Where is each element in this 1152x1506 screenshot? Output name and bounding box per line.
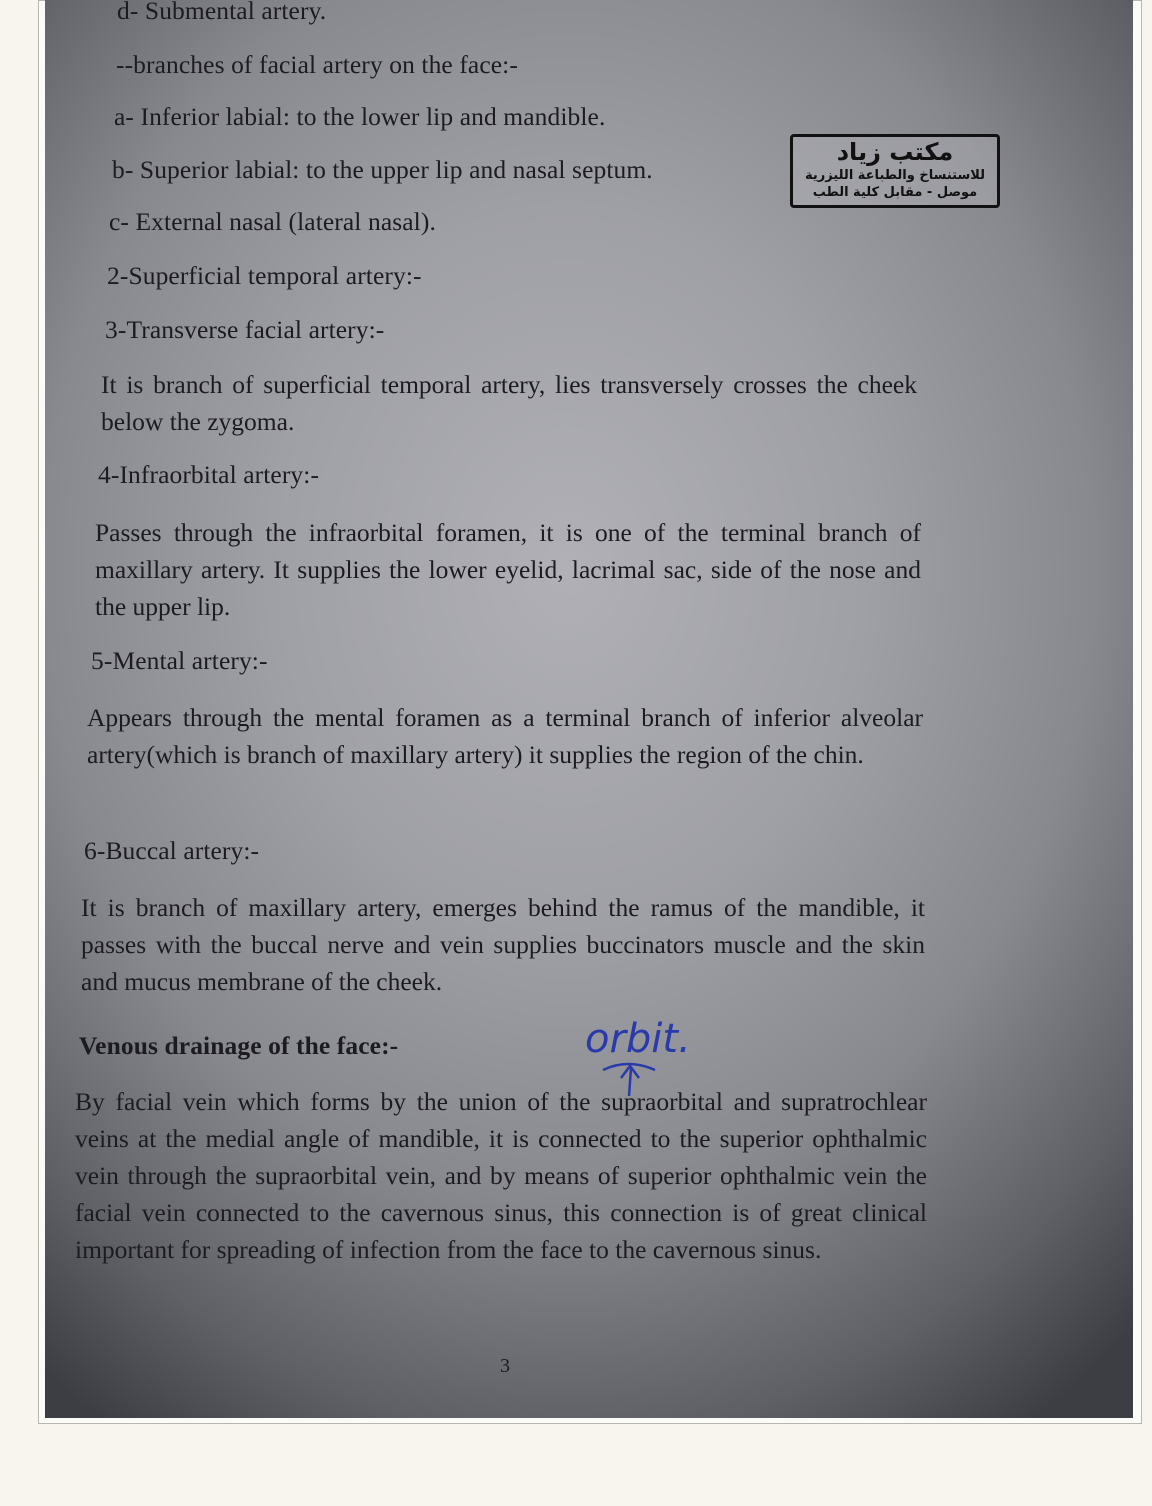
venous-drainage-heading: Venous drainage of the face:- — [79, 1031, 399, 1060]
transverse-facial-paragraph: It is branch of superficial temporal artery, lies transversely crosses the cheek below the zygoma. — [101, 370, 917, 436]
superior-labial-line: b- Superior labial: to the upper lip and nasal septum. — [112, 155, 653, 184]
submental-line: d- Submental artery. — [117, 0, 327, 25]
svg-text:orbit.: orbit. — [585, 1016, 691, 1062]
page-number: 3 — [500, 1355, 510, 1377]
mental-paragraph: Appears through the mental foramen as a terminal branch of inferior alveolar artery(which is branch of maxillary artery) it supplies the region of the chin. — [87, 703, 923, 769]
buccal-paragraph: It is branch of maxillary artery, emerges behind the ramus of the mandible, it passes with the buccal nerve and vein supplies buccinators muscle and the skin and mucus membrane of the cheek. — [81, 893, 925, 996]
infraorbital-paragraph: Passes through the infraorbital foramen, it is one of the terminal branch of maxillary artery. It supplies the lower eyelid, lacrimal sac, side of the nose and the upper lip. — [95, 518, 921, 621]
inferior-labial-line: a- Inferior labial: to the lower lip and mandible. — [114, 102, 606, 131]
office-stamp: مكتب زياد للاستنساخ والطباعة الليزرية موصل - مقابل كلية الطب — [790, 134, 1000, 208]
buccal-heading: 6-Buccal artery:- — [84, 836, 260, 865]
external-nasal-line: c- External nasal (lateral nasal). — [109, 207, 436, 236]
superficial-temporal-heading: 2-Superficial temporal artery:- — [107, 261, 422, 290]
venous-drainage-paragraph: By facial vein which forms by the union of the supraorbital and supratrochlear veins at the medial angle of mandible, it is connected to the superior ophthalmic vein through the supraorbital vein, and by means of superior ophthalmic vein the facial vein connected to the cavernous sinus, this connection is of great clinical important for spreading of infection from the face to the cavernous sinus. — [75, 1087, 927, 1264]
infraorbital-heading: 4-Infraorbital artery:- — [98, 460, 320, 489]
transverse-facial-heading: 3-Transverse facial artery:- — [105, 315, 385, 344]
document-photo — [45, 0, 1133, 1418]
mental-heading: 5-Mental artery:- — [91, 646, 268, 675]
branches-heading: --branches of facial artery on the face:- — [116, 50, 518, 79]
